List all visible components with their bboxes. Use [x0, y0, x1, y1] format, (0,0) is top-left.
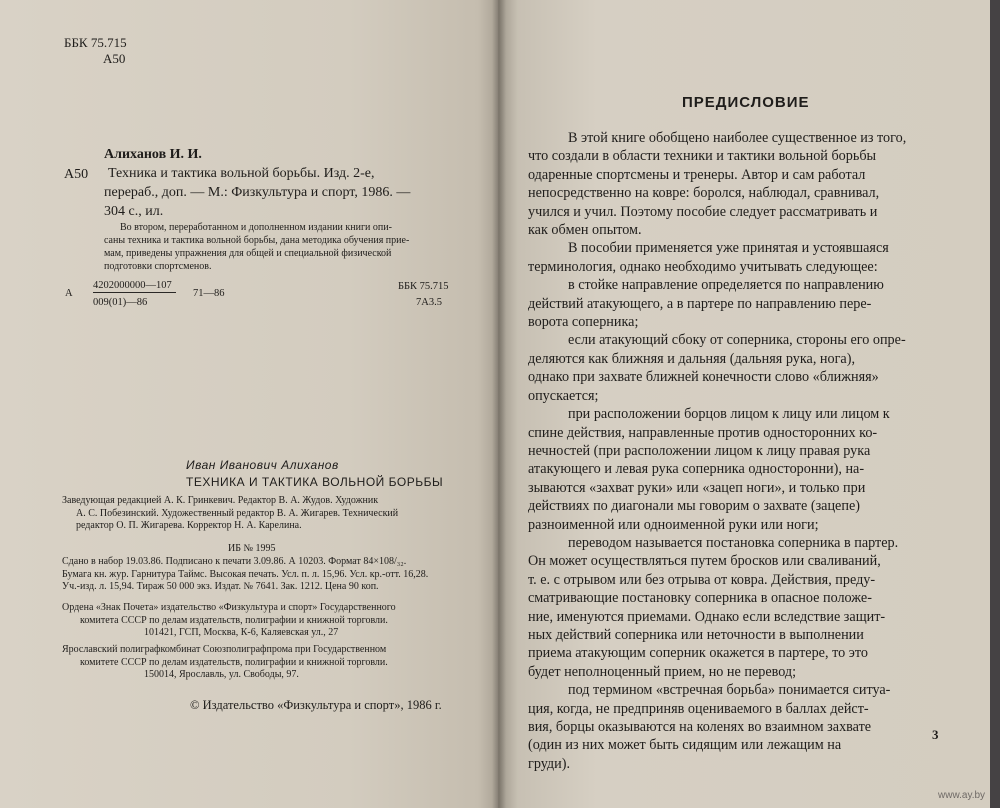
preface-line: спине действия, направленные против односторонних ко- [528, 424, 878, 441]
imprint-line: Бумага кн. жур. Гарнитура Таймс. Высокая печать. Усл. п. л. 15,96. Усл. кр.-отт. 16,28. [62, 568, 429, 580]
preface-line: опускается; [528, 387, 599, 404]
imprint-line: А. С. Побезинский. Художественный редактор В. А. Жигарев. Технический [76, 507, 399, 519]
preface-line: как обмен опытом. [528, 222, 642, 239]
imprint-line: комитете СССР по делам издательств, полиграфии и книжной торговли. [80, 656, 388, 668]
imprint-line: 150014, Ярославль, ул. Свободы, 97. [144, 669, 299, 680]
preface-line: Он может осуществляться путем бросков или сваливаний, [528, 553, 881, 570]
preface-line: сматривающие постановку соперника в опасное положе- [528, 590, 872, 607]
right-page [498, 0, 990, 808]
bbk-classification: ББК 75.715 [64, 35, 127, 50]
abstract [104, 221, 409, 273]
formula-letter: А [65, 288, 73, 299]
preface-line: непосредственно на ковре: боролся, наблюдал, сравнивал, [528, 185, 880, 202]
page-number: 3 [932, 727, 939, 742]
preface-line: ворота соперника; [528, 314, 639, 331]
preface-line: т. е. с отрывом или без отрыва от ковра. Действия, преду- [528, 571, 876, 588]
preface-line: терминология, однако необходимо учитывать следующее: [528, 258, 878, 275]
formula-numerator: 4202000000—107 [93, 279, 176, 293]
formula-denominator: 009(01)—86 [93, 297, 148, 308]
preface-line: что создали в области техники и тактики вольной борьбы [528, 148, 877, 165]
annotation-line: Техника и тактика вольной борьбы. Изд. 2-е, [108, 166, 375, 181]
preface-line: атакующего и левая рука соперника односторонни), на- [528, 461, 865, 478]
imprint-line: Ярославский полиграфкомбинат Союзполиграфпрома при Государственном [62, 644, 387, 655]
preface-line: разноименной или одноименной руки или ноги; [528, 516, 819, 533]
left-page [0, 0, 498, 808]
formula-suffix: 71—86 [193, 288, 225, 299]
annotation-mark: А50 [64, 167, 89, 182]
preface-line: действий атакующего, а в партере по направлению пере- [528, 295, 872, 312]
editors-block [62, 495, 398, 533]
imprint-line: Ордена «Знак Почета» издательство «Физкультура и спорт» Государственного [62, 602, 396, 613]
preface-line: в стойке направление определяется по направлению [568, 277, 884, 294]
copyright: © Издательство «Физкультура и спорт», 1986 г. [190, 698, 442, 712]
preface-line: деляются как ближняя и дальняя (дальняя рука, нога), [528, 350, 855, 367]
print-block [62, 556, 428, 594]
preface-line: однако при захвате ближней конечности слово «ближняя» [528, 369, 879, 386]
preface-line: вия, борцы оказываются на коленях во взаимном захвате [528, 719, 872, 735]
preface-line: нечностей (при расположении лицом к лицу правая рука [528, 442, 871, 459]
imprint-line: редактор О. П. Жигарева. Корректор Н. А. Карелина. [76, 520, 302, 531]
preface-body [528, 129, 978, 773]
title-book: ТЕХНИКА И ТАКТИКА ВОЛЬНОЙ БОРЬБЫ [186, 475, 444, 489]
formula-code: 7А3.5 [416, 297, 442, 308]
preface-line: будет неполноценный прием, но не перевод; [528, 663, 797, 680]
abstract-line: подготовки спортсменов. [104, 261, 212, 272]
abstract-line: Во втором, переработанном и дополненном издании книги опи- [120, 222, 392, 233]
preface-line: В этой книге обобщено наиболее существенное из того, [568, 130, 907, 146]
formula-bbk: ББК 75.715 [398, 281, 449, 292]
preface-line: учился и учил. Поэтому пособие следует рассматривать и [528, 203, 878, 220]
printer-block [62, 644, 388, 682]
abstract-line: мам, приведены упражнения для общей и специальной физической [104, 248, 392, 259]
imprint-line: комитета СССР по делам издательств, полиграфии и книжной торговли. [80, 614, 388, 626]
preface-line: если атакующий сбоку от соперника, стороны его опре- [568, 332, 906, 349]
ib-number: ИБ № 1995 [228, 543, 276, 554]
imprint-line: Заведующая редакцией А. К. Гринкевич. Редактор В. А. Жудов. Художник [62, 495, 379, 506]
preface-line: ция, когда, не предприняв оцениваемого в баллах дейст- [528, 700, 869, 717]
author-mark: А50 [103, 51, 126, 66]
watermark: www.ay.by [938, 790, 986, 801]
preface-line: (один из них может быть сидящим или лежащим на [528, 737, 842, 754]
imprint-line: 101421, ГСП, Москва, К-6, Каляевская ул., 27 [144, 627, 339, 638]
imprint-line: Сдано в набор 19.03.86. Подписано к печати 3.09.86. А 10203. Формат 84×108/₃₂. [62, 556, 407, 567]
abstract-line: саны техника и тактика вольной борьбы, дана методика обучения прие- [104, 235, 410, 246]
annotation-line: перераб., доп. — М.: Физкультура и спорт, 1986. — [104, 185, 411, 200]
imprint-line: Уч.-изд. л. 15,94. Тираж 50 000 экз. Издат. № 7641. Зак. 1212. Цена 90 коп. [62, 581, 379, 592]
book-gutter [492, 0, 506, 808]
preface-line: под термином «встречная борьба» понимается ситуа- [568, 682, 891, 699]
preface-line: ние, именуются приемами. Однако если вследствие защит- [528, 608, 886, 625]
preface-line: при расположении борцов лицом к лицу или лицом к [568, 406, 890, 423]
publisher-block [62, 602, 396, 640]
preface-line: В пособии применяется уже принятая и устоявшаяся [568, 240, 889, 257]
preface-line: зываются «захват руки» или «зацеп ноги», и только при [528, 479, 866, 496]
preface-line: груди). [528, 755, 571, 772]
preface-line: переводом называется постановка соперника в партер. [568, 534, 899, 551]
title-author-full: Иван Иванович Алиханов [186, 458, 339, 472]
preface-line: одаренные спортсмены и тренеры. Автор и сам работал [528, 166, 866, 183]
preface-heading: ПРЕДИСЛОВИЕ [682, 94, 810, 111]
preface-line: действиях по диагонали мы говорим о захвате (зацепе) [528, 498, 860, 515]
annotation-line: 304 с., ил. [104, 204, 164, 219]
preface-line: ных действий соперника или неточности в выполнении [528, 626, 864, 643]
preface-line: приема атакующим соперник окажется в партере, то это [528, 645, 868, 662]
annotation-author: Алиханов И. И. [104, 147, 202, 162]
page-edge [990, 0, 1000, 808]
